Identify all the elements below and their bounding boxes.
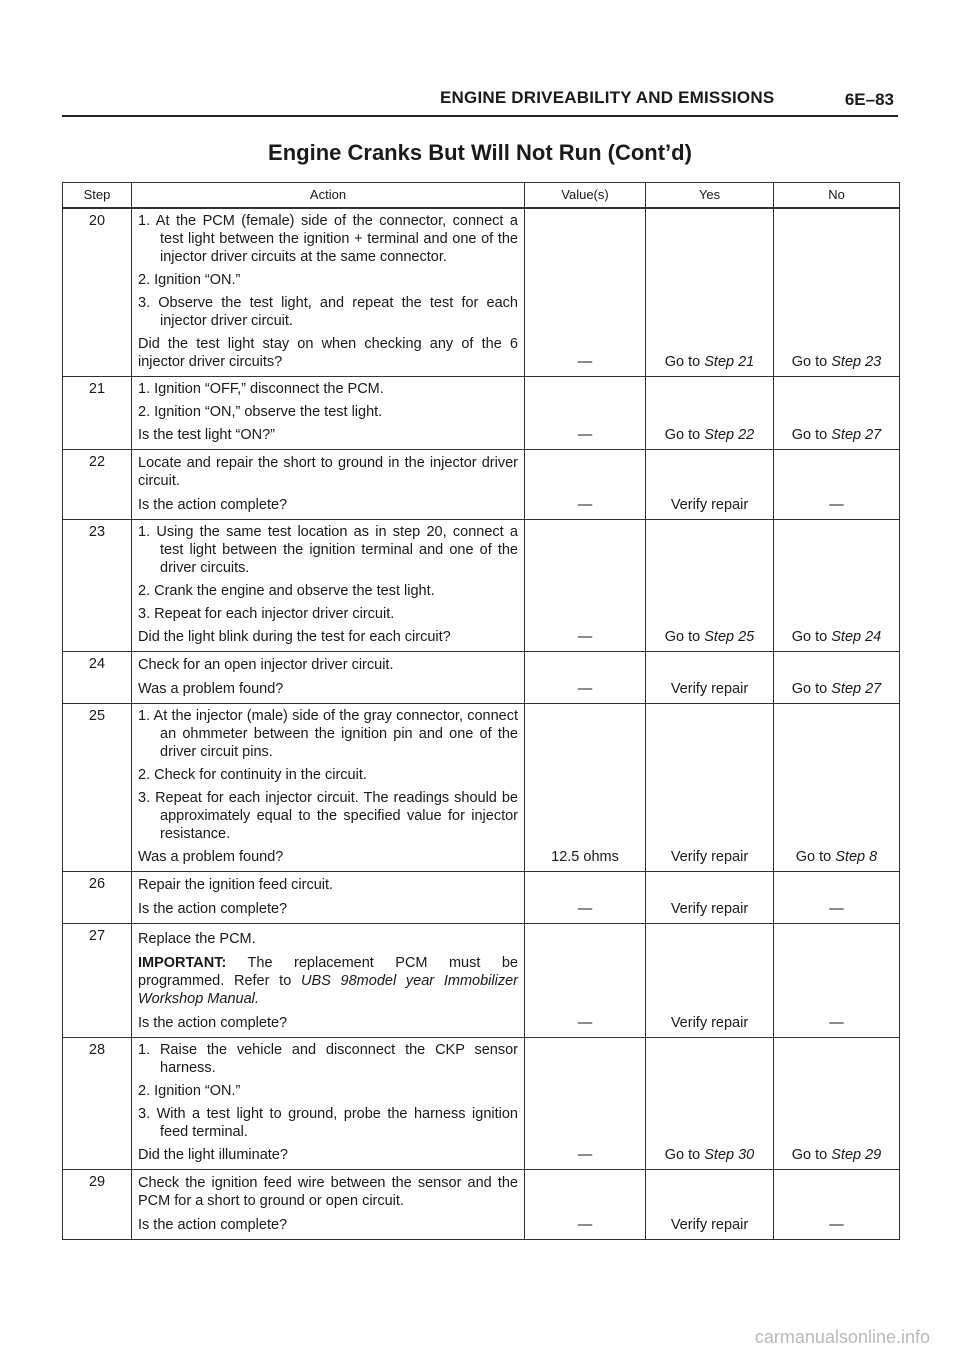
action-question: Was a problem found? — [138, 681, 284, 697]
no-prefix: Go to — [791, 427, 832, 443]
yes-prefix: Go to — [664, 354, 705, 370]
yes-prefix: Go to — [664, 427, 705, 443]
action-instruction: 1. Using the same test location as in step 20, connect a test light between the ignition terminal and one of the driver circuits. — [138, 524, 518, 576]
no-cell: — — [774, 1170, 900, 1240]
action-question: Is the action complete? — [138, 901, 288, 917]
no-cell: — — [774, 924, 900, 1038]
step-number: 20 — [63, 208, 132, 377]
table-row — [63, 450, 900, 520]
no-prefix: Go to — [791, 354, 832, 370]
value-cell: — — [525, 652, 646, 704]
diagnostic-table — [62, 182, 900, 1240]
action-instruction: Locate and repair the short to ground in the injector driver circuit. — [138, 455, 518, 489]
step-number: 27 — [63, 924, 132, 1038]
action-instruction: Check for an open injector driver circuit. — [138, 657, 394, 673]
no-cell — [774, 208, 900, 377]
no-cell: — — [774, 450, 900, 520]
action-cell — [132, 704, 525, 872]
yes-step-ref: Step 21 — [704, 354, 755, 370]
yes-cell: Verify repair — [646, 1170, 774, 1240]
action-cell — [132, 1170, 525, 1240]
action-instruction: 1. Ignition “OFF,” disconnect the PCM. — [138, 381, 384, 397]
yes-cell — [646, 1038, 774, 1170]
value-cell: — — [525, 208, 646, 377]
page-number: 6E–83 — [844, 90, 894, 109]
yes-cell — [646, 520, 774, 652]
action-question: Did the test light stay on when checking any of the 6 injector driver circuits? — [138, 336, 518, 370]
table-row — [63, 377, 900, 450]
action-instruction: 1. Raise the vehicle and disconnect the CKP sensor harness. — [138, 1042, 518, 1076]
yes-prefix: Go to — [664, 1147, 705, 1163]
page-title: Engine Cranks But Will Not Run (Cont’d) — [268, 140, 692, 165]
table-row — [63, 704, 900, 872]
no-prefix: Go to — [791, 629, 832, 645]
value-cell: — — [525, 520, 646, 652]
action-question: Is the test light “ON?” — [138, 427, 275, 443]
action-cell — [132, 520, 525, 652]
table-row — [63, 520, 900, 652]
action-cell — [132, 652, 525, 704]
no-step-ref: Step 8 — [835, 849, 878, 865]
action-instruction: 3. Observe the test light, and repeat the test for each injector driver circuit. — [138, 295, 518, 329]
yes-step-ref: Step 25 — [704, 629, 755, 645]
action-instruction: 1. At the PCM (female) side of the connector, connect a test light between the ignition + terminal and one of the injector driver circuits at the same connector. — [138, 213, 518, 265]
important-note — [138, 954, 518, 1008]
yes-cell — [646, 208, 774, 377]
yes-cell: Verify repair — [646, 872, 774, 924]
no-cell — [774, 520, 900, 652]
value-cell: 12.5 ohms — [525, 704, 646, 872]
action-cell — [132, 450, 525, 520]
no-step-ref: Step 27 — [831, 427, 882, 443]
step-number: 24 — [63, 652, 132, 704]
column-header-no: No — [774, 183, 900, 209]
step-number: 28 — [63, 1038, 132, 1170]
step-number: 23 — [63, 520, 132, 652]
action-question: Is the action complete? — [138, 1015, 288, 1031]
table-header-row — [63, 183, 900, 209]
yes-cell: Verify repair — [646, 924, 774, 1038]
action-instruction: Check the ignition feed wire between the sensor and the PCM for a short to ground or open circuit. — [138, 1175, 518, 1209]
table-row — [63, 652, 900, 704]
action-question: Was a problem found? — [138, 849, 284, 865]
action-question: Is the action complete? — [138, 1217, 288, 1233]
column-header-step: Step — [63, 183, 132, 209]
action-cell — [132, 377, 525, 450]
watermark: carmanualsonline.info — [754, 1327, 930, 1347]
action-instruction: 2. Ignition “ON.” — [138, 272, 241, 288]
action-question: Is the action complete? — [138, 497, 288, 513]
step-number: 25 — [63, 704, 132, 872]
yes-cell: Verify repair — [646, 450, 774, 520]
action-cell — [132, 1038, 525, 1170]
yes-prefix: Go to — [664, 629, 705, 645]
action-cell — [132, 924, 525, 1038]
no-cell: — — [774, 872, 900, 924]
value-cell: — — [525, 872, 646, 924]
step-number: 29 — [63, 1170, 132, 1240]
action-instruction: 2. Check for continuity in the circuit. — [138, 767, 367, 783]
step-number: 21 — [63, 377, 132, 450]
no-cell — [774, 377, 900, 450]
no-cell — [774, 652, 900, 704]
action-cell — [132, 208, 525, 377]
table-row — [63, 208, 900, 377]
no-prefix: Go to — [791, 1147, 832, 1163]
value-cell: — — [525, 450, 646, 520]
table-row — [63, 924, 900, 1038]
action-question: Did the light illuminate? — [138, 1147, 288, 1163]
table-row — [63, 872, 900, 924]
manual-reference: UBS 98model year Immobilizer Workshop Manual. — [138, 973, 518, 1007]
step-number: 22 — [63, 450, 132, 520]
step-number: 26 — [63, 872, 132, 924]
action-cell — [132, 872, 525, 924]
important-text: The replacement PCM must be programmed. Refer to — [138, 955, 518, 989]
yes-cell: Verify repair — [646, 652, 774, 704]
no-step-ref: Step 23 — [831, 354, 882, 370]
action-instruction: 2. Ignition “ON,” observe the test light. — [138, 404, 383, 420]
action-instruction: 2. Ignition “ON.” — [138, 1083, 241, 1099]
column-header-yes: Yes — [646, 183, 774, 209]
action-question: Did the light blink during the test for each circuit? — [138, 629, 451, 645]
no-step-ref: Step 27 — [831, 681, 882, 697]
action-instruction: 3. Repeat for each injector circuit. The readings should be approximately equal to the specified value for injector resistance. — [138, 790, 518, 842]
header-divider — [62, 115, 898, 117]
no-step-ref: Step 29 — [831, 1147, 882, 1163]
column-header-values: Value(s) — [525, 183, 646, 209]
value-cell: — — [525, 1038, 646, 1170]
action-instruction: 3. With a test light to ground, probe the harness ignition feed terminal. — [138, 1106, 518, 1140]
no-prefix: Go to — [795, 849, 836, 865]
no-prefix: Go to — [791, 681, 832, 697]
important-label: IMPORTANT: — [138, 955, 227, 971]
section-title: ENGINE DRIVEABILITY AND EMISSIONS — [440, 88, 775, 107]
action-instruction: 1. At the injector (male) side of the gray connector, connect an ohmmeter between the ignition pin and one of the driver circuit pins. — [138, 708, 518, 760]
yes-step-ref: Step 22 — [704, 427, 755, 443]
no-step-ref: Step 24 — [831, 629, 882, 645]
column-header-action: Action — [132, 183, 525, 209]
yes-step-ref: Step 30 — [704, 1147, 755, 1163]
action-instruction: Repair the ignition feed circuit. — [138, 877, 334, 893]
table-row — [63, 1038, 900, 1170]
action-instruction: 2. Crank the engine and observe the test light. — [138, 583, 435, 599]
table-row — [63, 1170, 900, 1240]
no-cell — [774, 1038, 900, 1170]
value-cell: — — [525, 1170, 646, 1240]
no-cell — [774, 704, 900, 872]
yes-cell: Verify repair — [646, 704, 774, 872]
action-instruction: 3. Repeat for each injector driver circuit. — [138, 606, 395, 622]
value-cell: — — [525, 377, 646, 450]
yes-cell — [646, 377, 774, 450]
action-instruction: Replace the PCM. — [138, 931, 256, 947]
value-cell: — — [525, 924, 646, 1038]
